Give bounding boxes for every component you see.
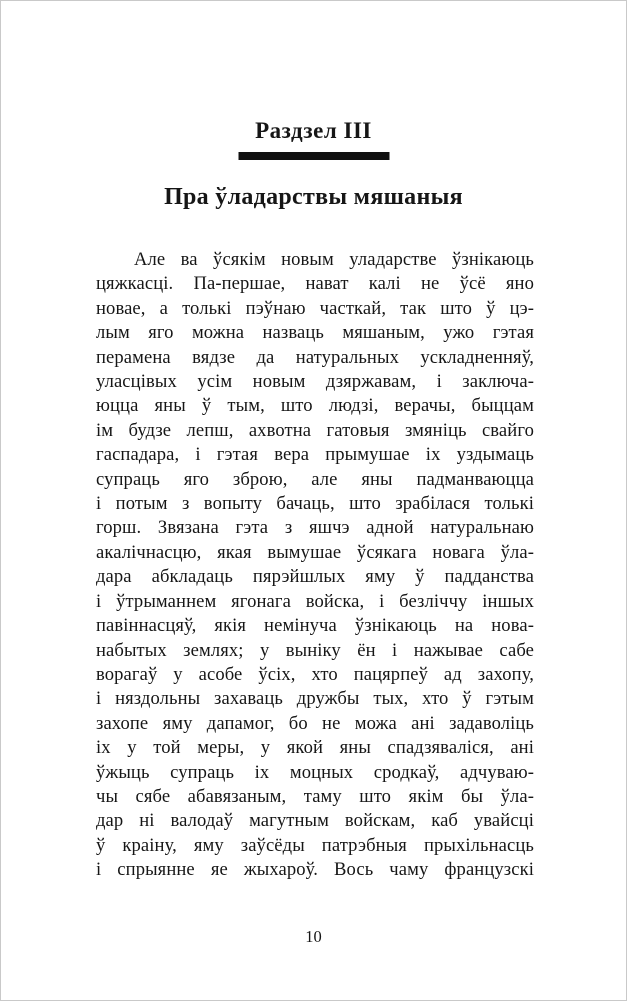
body-line: цяжкасці. Па-першае, нават калі не ўсё яно (96, 273, 534, 295)
body-line: лым яго можна назваць мяшаным, ужо гэтая (96, 322, 534, 344)
body-line: ім будзе лепш, ахвотна гатовыя змяніць свайго (96, 419, 534, 441)
body-line: акалічнасцю, якая вымушае ўсякага новага ўла- (96, 541, 534, 563)
body-line: ў краіну, яму заўсёды патрэбныя прыхільнасць (96, 834, 534, 856)
chapter-divider-bar (238, 152, 389, 160)
body-line: і потым з вопыту бачаць, што зрабілася толькі (96, 493, 534, 515)
body-line: перамена вядзе да натуральных ускладненняў, (96, 346, 534, 368)
body-line: павіннасцяў, якія немінуча ўзнікаюць на нова- (96, 615, 534, 637)
body-line: супраць яго зброю, але яны падманваюцца (96, 468, 534, 490)
body-line: гаспадара, і гэтая вера прымушае іх уздымаць (96, 444, 534, 466)
body-line: і спрыянне яе жыхароў. Вось чаму французскі (96, 859, 534, 881)
body-line: і няздольны захаваць дружбы тых, хто ў гэтым (96, 688, 534, 710)
body-line: захопе яму дапамог, бо не можа ані задаволіць (96, 712, 534, 734)
body-line: набытых землях; у выніку ён і нажывае сабе (96, 639, 534, 661)
body-line: юцца яны ў тым, што людзі, верачы, быццам (96, 395, 534, 417)
chapter-title: Пра ўладарствы мяшаныя (164, 184, 463, 210)
body-line: і ўтрыманнем ягонага войска, і безліччу іншых (96, 590, 534, 612)
body-line: іх у той меры, у якой яны спадзяваліся, ані (96, 737, 534, 759)
body-line: ворагаў у асобе ўсіх, хто пацярпеў ад захопу, (96, 663, 534, 685)
body-line: новае, а толькі пэўнаю часткай, так што ў цэ- (96, 297, 534, 319)
body-line: чы сябе абавязаным, таму што якім бы ўла- (96, 785, 534, 807)
body-line: горш. Звязана гэта з яшчэ адной натуральнаю (96, 517, 534, 539)
body-line: Але ва ўсякім новым уладарстве ўзнікаюць (134, 249, 534, 270)
page-number: 10 (305, 927, 322, 946)
body-line: ўжыць супраць іх моцных сродкаў, адчуваю- (96, 761, 534, 783)
chapter-heading: Раздзел III (255, 118, 372, 143)
body-line: дара абкладаць пярэйшлых яму ў падданства (96, 566, 534, 588)
body-line: уласцівых усім новым дзяржавам, і заключа- (96, 371, 534, 393)
body-text (96, 248, 534, 883)
body-line: дар ні валодаў магутным войскам, каб увайсці (96, 810, 534, 832)
